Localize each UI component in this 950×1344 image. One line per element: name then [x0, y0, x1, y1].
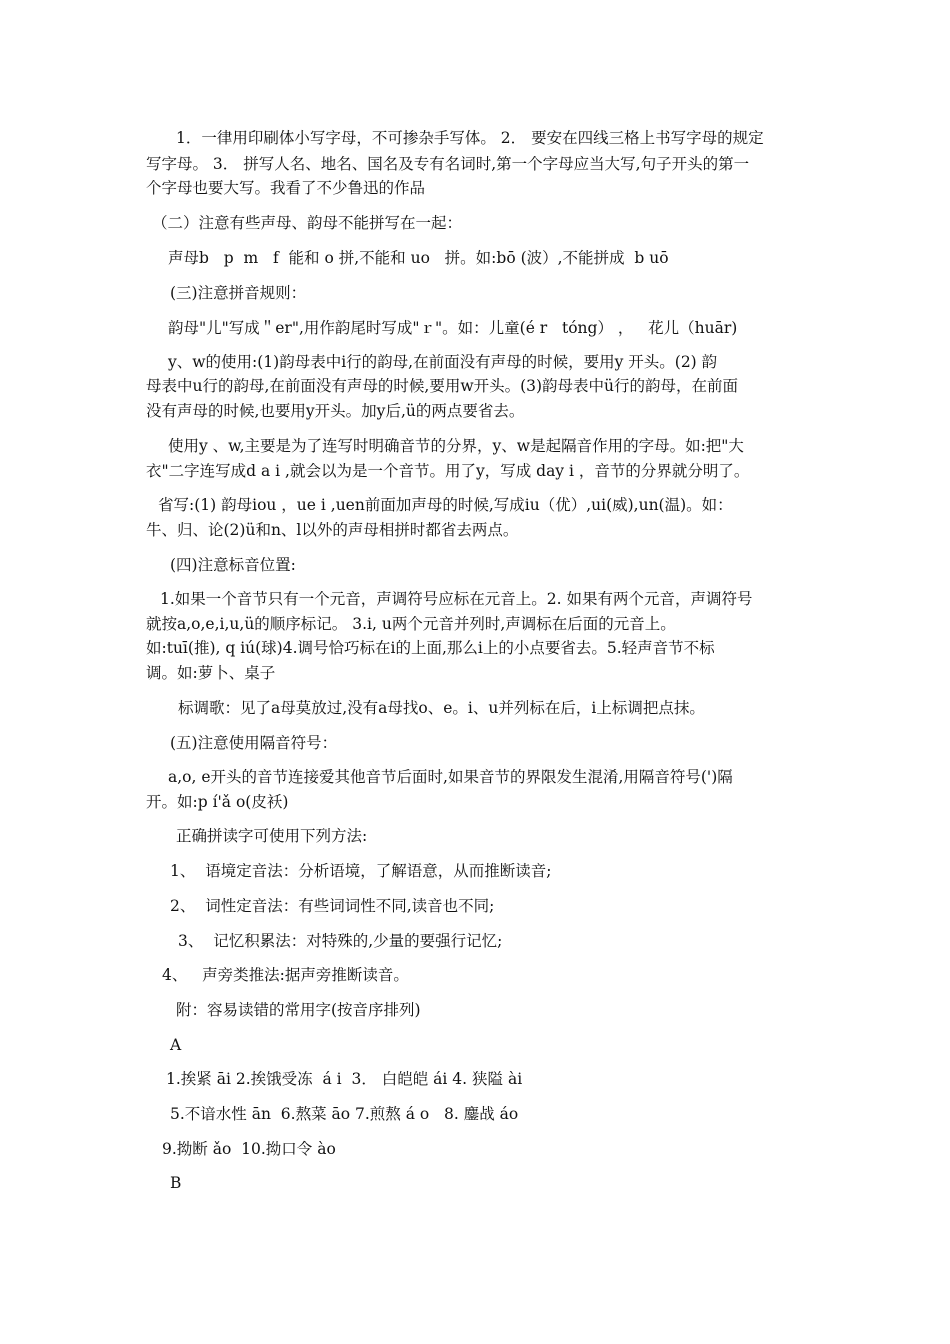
- text-line: 使用y 、w,主要是为了连写时明确音节的分界，y、w是起隔音作用的字母。如:把"大: [168, 437, 744, 455]
- text-line: 如:tuī(推), q iú(球)4.调号恰巧标在i的上面,那么i上的小点要省去。5.轻声音节不标: [146, 639, 715, 657]
- text-line: 写字母。 3． 拼写人名、地名、国名及专有名词时,第一个字母应当大写,句子开头的第一: [146, 155, 750, 173]
- section-heading: (五)注意使用隔音符号：: [170, 734, 338, 752]
- text-line: 个字母也要大写。我看了不少鲁迅的作品: [146, 179, 426, 197]
- text-line: 开。如:p í'ǎ o(皮袄): [146, 793, 289, 811]
- text-line: 母表中u行的韵母,在前面没有声母的时候,要用w开头。(3)韵母表中ü行的韵母，在前面: [146, 377, 739, 395]
- text-line: 牛、归、论(2)ü和n、l以外的声母相拼时都省去两点。: [146, 521, 519, 539]
- text-line: 调。如:萝卜、桌子: [146, 664, 276, 682]
- text-line: 1．一律用印刷体小写字母，不可掺杂手写体。 2． 要安在四线三格上书写字母的规定: [176, 129, 764, 147]
- text-line: y、w的使用:(1)韵母表中i行的韵母,在前面没有声母的时候，要用y 开头。(2) 韵: [168, 353, 718, 371]
- word-list-line: 1.挨紧 āi 2.挨饿受冻 á i 3． 白皑皑 ái 4. 狭隘 ài: [166, 1070, 523, 1088]
- section-heading: (三)注意拼音规则：: [170, 284, 307, 302]
- list-item: 4、 声旁类推法:据声旁推断读音。: [162, 966, 409, 984]
- text-line: 正确拼读字可使用下列方法:: [176, 827, 368, 845]
- text-line: 1.如果一个音节只有一个元音，声调符号应标在元音上。2. 如果有两个元音，声调符号: [160, 590, 753, 608]
- text-line: 衣"二字连写成d a i ,就会以为是一个音节。用了y，写成 day i ，音节的分界就分明了。: [146, 462, 750, 480]
- text-line: a,o, e开头的音节连接爱其他音节后面时,如果音节的界限发生混淆,用隔音符号(')隔: [168, 768, 733, 786]
- section-heading: （二）注意有些声母、韵母不能拼写在一起：: [152, 214, 463, 232]
- text-line: 就按a,o,e,i,u,ü的顺序标记。 3.i, u两个元音并列时,声调标在后面的元音上。: [146, 615, 676, 633]
- word-list-line: 5.不谙水性 ān 6.熬菜 āo 7.煎熬 á o 8. 鏖战 áo: [170, 1105, 519, 1123]
- text-line: 省写:(1) 韵母iou ，ue i ,uen前面加声母的时候,写成iu（优）,ui(威),un(温)。如：: [158, 496, 733, 514]
- list-item: 2、 词性定音法：有些词词性不同,读音也不同;: [170, 897, 495, 915]
- text-line: 没有声母的时候,也要用y开头。加y后,ü的两点要省去。: [146, 402, 525, 420]
- text-line: 标调歌：见了a母莫放过,没有a母找o、e。i、u并列标在后，i上标调把点抹。: [178, 699, 705, 717]
- text-line: 声母b p m f 能和 o 拼,不能和 uo 拼。如:bō (波）,不能拼成 b uō: [168, 249, 669, 267]
- letter-heading: B: [170, 1174, 182, 1192]
- word-list-line: 9.拗断 ǎo 10.拗口令 ào: [162, 1140, 336, 1158]
- section-heading: (四)注意标音位置:: [170, 556, 296, 574]
- letter-heading: A: [170, 1036, 182, 1054]
- text-line: 韵母"儿"写成＂er",用作韵尾时写成"ｒ"。如：儿童(é r tóng） ， 花儿（huār): [168, 319, 738, 337]
- list-item: 3、 记忆积累法：对特殊的,少量的要强行记忆;: [178, 932, 503, 950]
- list-item: 1、 语境定音法：分析语境，了解语意，从而推断读音;: [170, 862, 552, 880]
- appendix-heading: 附：容易读错的常用字(按音序排列): [176, 1001, 421, 1019]
